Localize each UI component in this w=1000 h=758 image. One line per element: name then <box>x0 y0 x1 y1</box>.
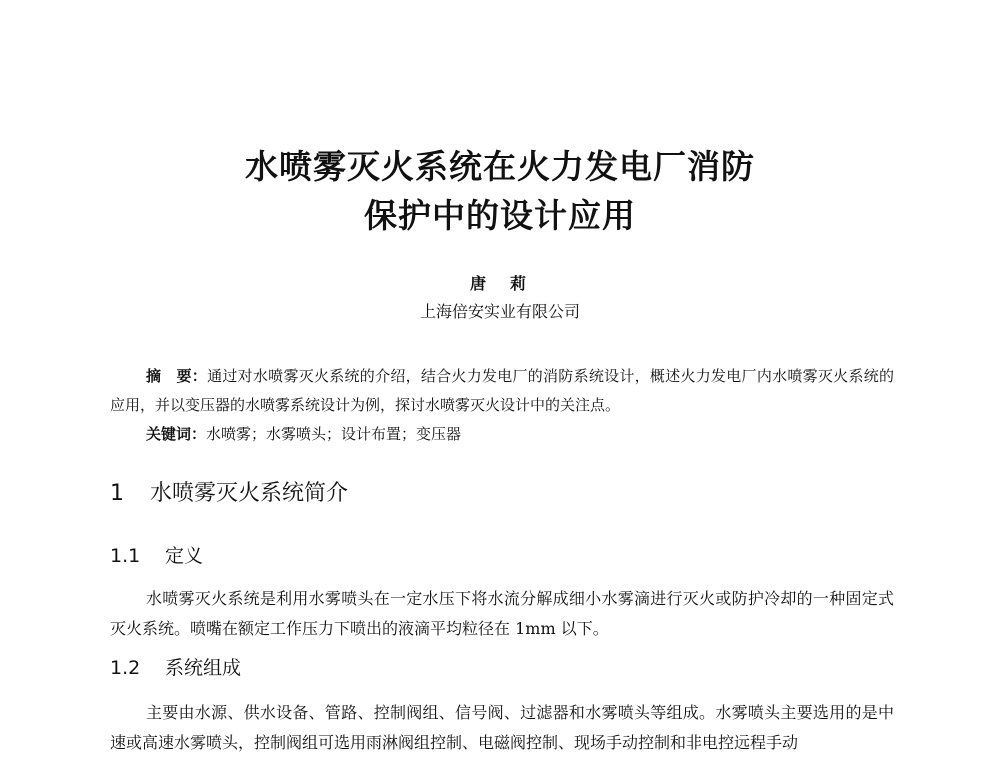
abstract-block <box>110 362 894 449</box>
abstract-text: 通过对水喷雾灭火系统的介绍，结合火力发电厂的消防系统设计，概述火力发电厂内水喷雾灭火系统的应用，并以变压器的水喷雾系统设计为例，探讨水喷雾灭火设计中的关注点。 <box>110 367 894 414</box>
paper-title-line-2: 保护中的设计应用 <box>364 196 636 235</box>
keywords-text: 水喷雾；水雾喷头；设计布置；变压器 <box>206 425 462 443</box>
keywords-paragraph <box>110 420 894 449</box>
author-name: 唐 莉 <box>469 274 530 293</box>
section-1-1-body <box>110 584 894 644</box>
abstract-paragraph <box>110 362 894 420</box>
section-1-1-paragraph: 水喷雾灭火系统是利用水雾喷头在一定水压下将水流分解成细小水雾滴进行灭火或防护冷却的一种固定式灭火系统。喷嘴在额定工作压力下喷出的液滴平均粒径在 1mm 以下。 <box>110 589 894 638</box>
paper-title-line-1: 水喷雾灭火系统在火力发电厂消防 <box>245 147 755 186</box>
section-1-2-heading <box>110 654 241 682</box>
section-1-2-paragraph: 主要由水源、供水设备、管路、控制阀组、信号阀、过滤器和水雾喷头等组成。水雾喷头主要选用的是中速或高速水雾喷头，控制阀组可选用雨淋阀组控制、电磁阀控制、现场手动控制和非电控远程手动 <box>110 703 894 752</box>
section-1-title: 水喷雾灭火系统简介 <box>150 481 349 506</box>
section-1-2-body <box>110 698 894 758</box>
section-1-1-number: 1.1 <box>110 545 141 567</box>
keywords-label: 关键词： <box>146 425 207 443</box>
section-1-2-number: 1.2 <box>110 657 141 679</box>
abstract-label: 摘 要： <box>146 367 208 385</box>
author-affiliation: 上海倍安实业有限公司 <box>419 302 580 321</box>
section-1-number: 1 <box>110 481 124 506</box>
section-1-1-title: 定义 <box>165 545 204 567</box>
section-1-1-heading <box>110 542 203 570</box>
section-1-heading <box>110 478 348 510</box>
section-1-2-title: 系统组成 <box>165 657 242 679</box>
